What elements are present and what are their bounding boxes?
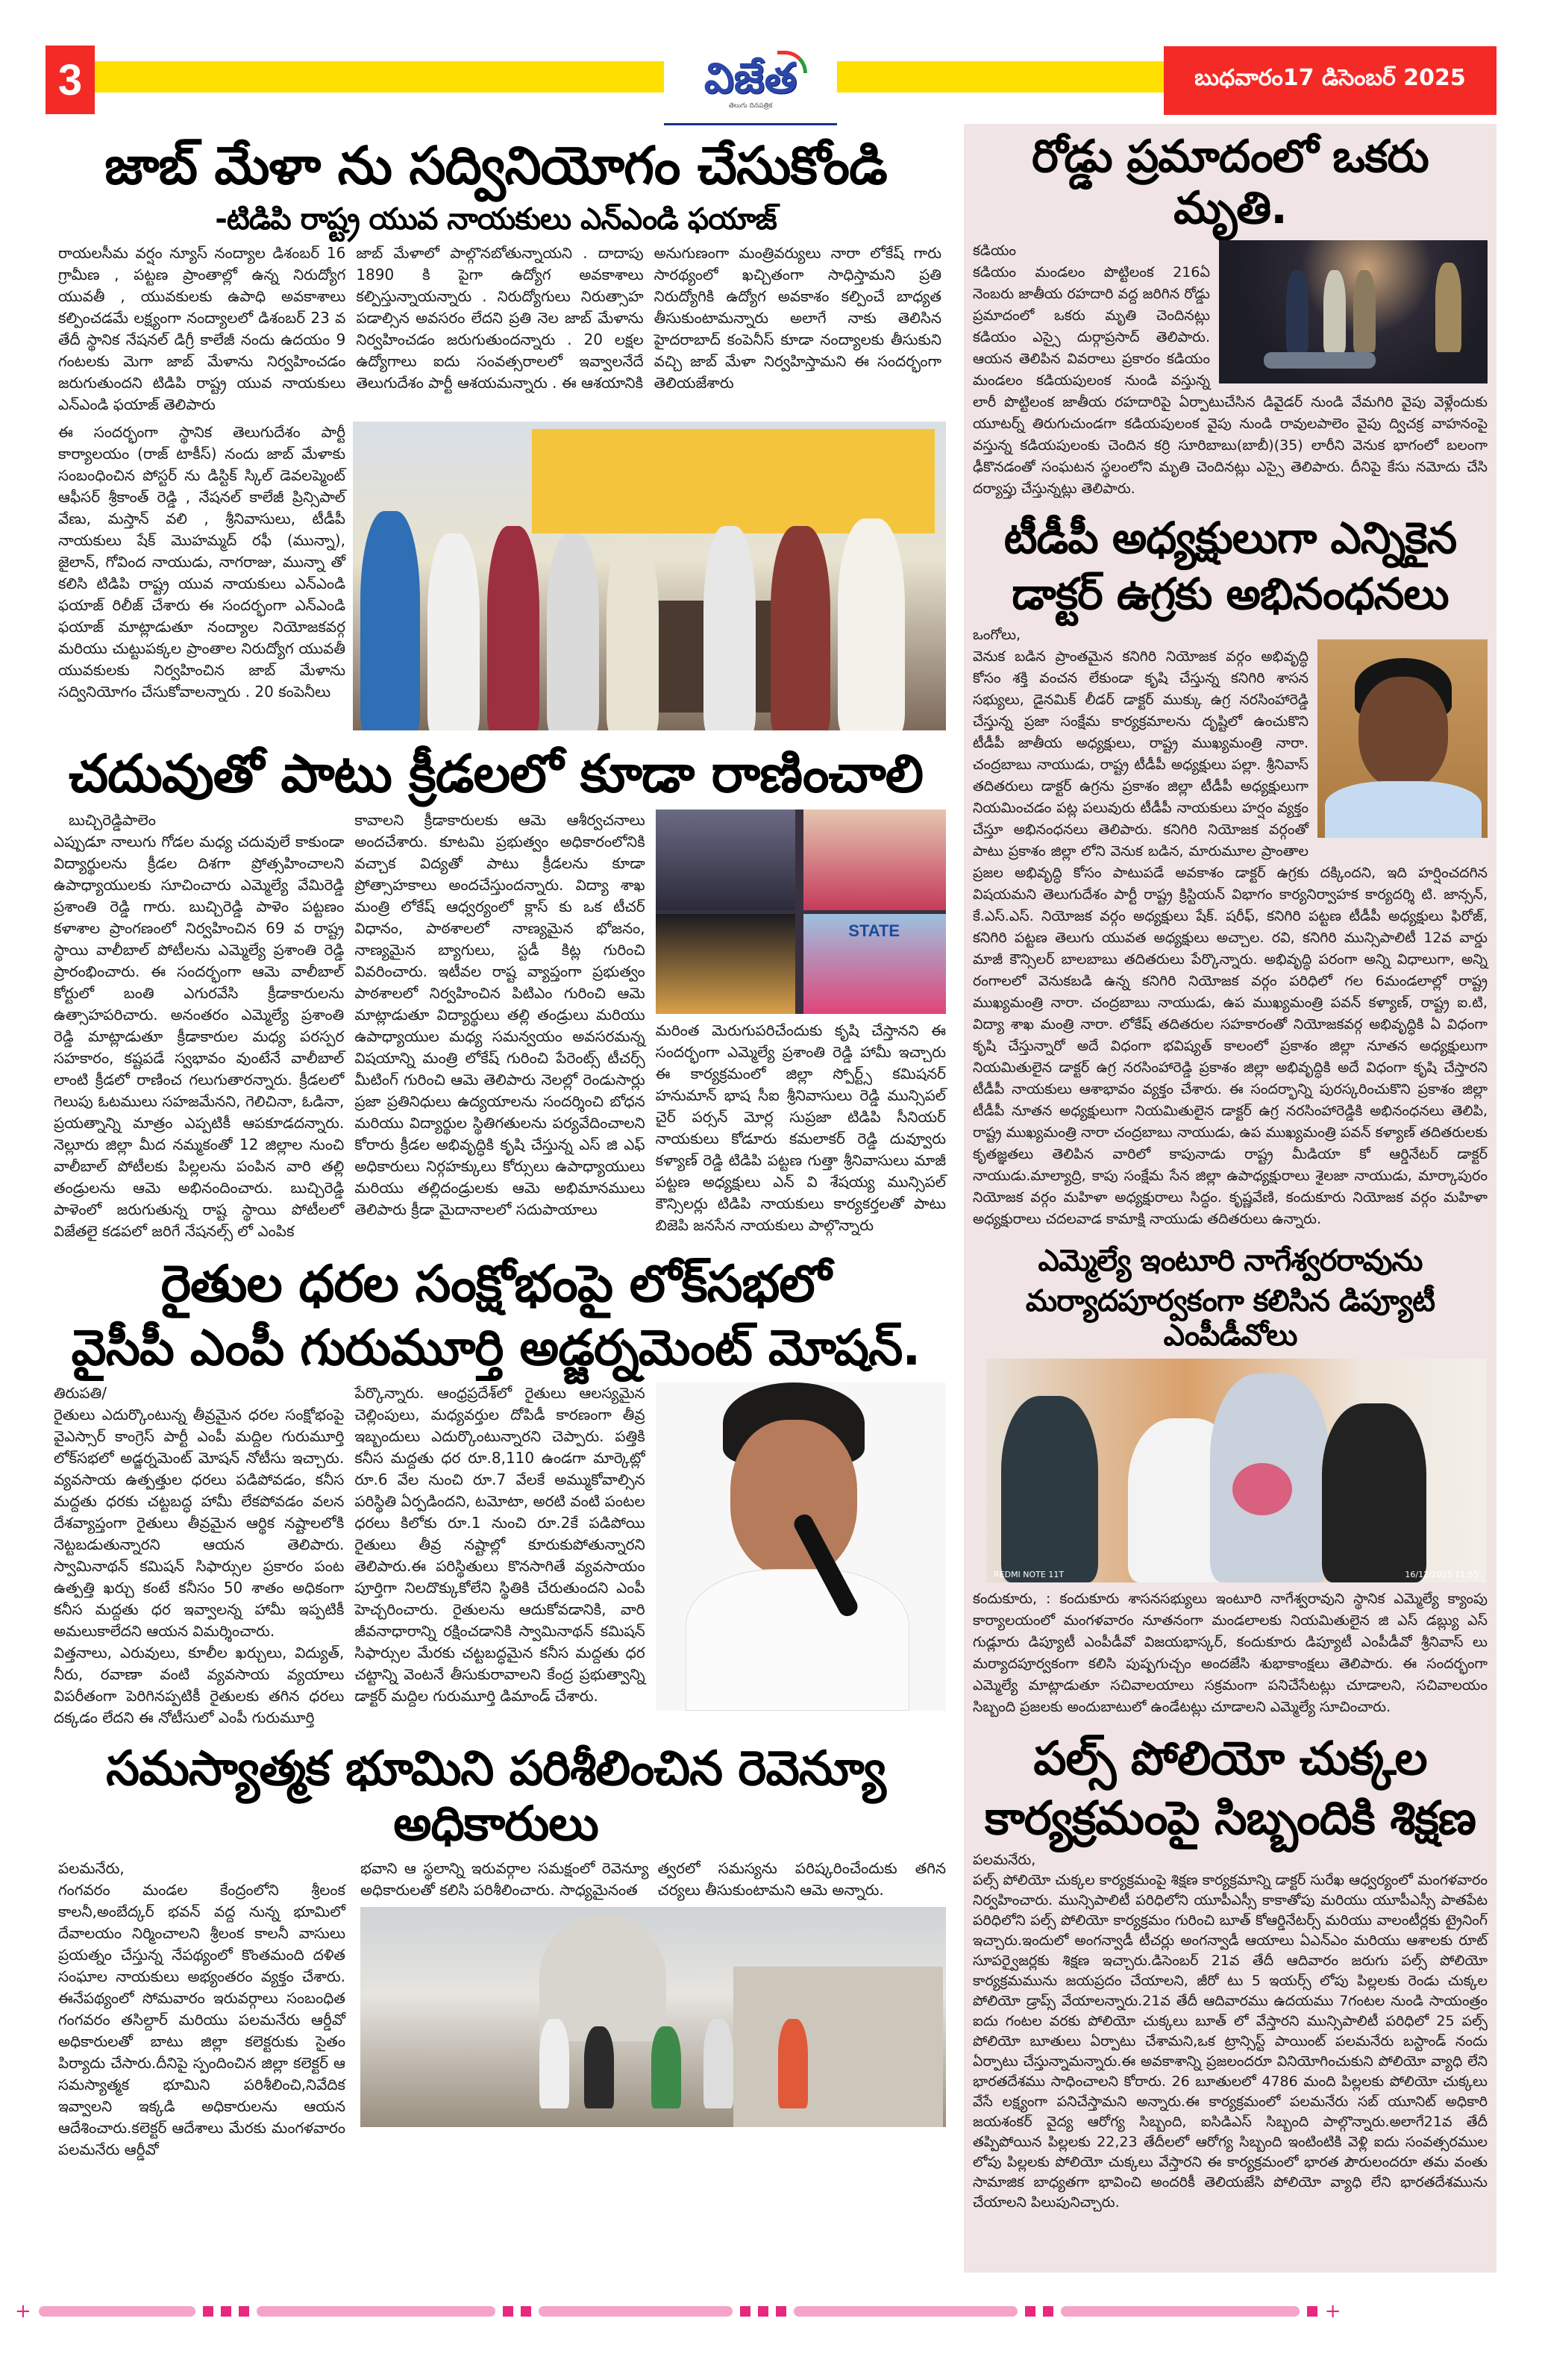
logo-arc-icon (777, 51, 807, 73)
masthead-yellow-bar-right (837, 61, 1164, 93)
job-mela-photo (353, 422, 946, 730)
article-text: కందుకూరు, : కందుకూరు శాసనసభ్యులు ఇంటూరి నాగేశ్వరావుని స్థానిక ఎమ్మెల్యే క్యాంపు కార్యాలయంలో మంగళవారం నూతనంగా మండలాలకు నియమితులైన జి ఎస్ డబ్ల్యు ఎస్ గుడ్లూరు డిప్యూటీ ఎంపీడీవో విజయభాస్కర్, కందుకూరు డిప్యూటీ ఎంపీడీవో శ్రీనివాస్ లు మర్యాదపూర్వకంగా కలిసి పుష్పగుచ్చం అందజేసి శుభాకాంక్షలు తెలిపారు. ఈ సందర్భంగా ఎమ్మెల్యే మాట్లాడుతూ సచివాలయాలు సక్రమంగా పనిచేసేటట్లు చూడాలని, సచివాలయం సిబ్బంది ప్రజలకు అందుబాటులో ఉండేటట్లు చూడాలని ఎమ్మెల్యే సూచించారు. (973, 1591, 1488, 1716)
article-paragraph: విత్తనాలు, ఎరువులు, కూలీల ఖర్చులు, విద్యుత్, నీరు, రవాణా వంటి వ్యవసాయ వ్యయాలు విపరీతంగా పెరిగినప్పటికీ రైతులకు తగిన ధరలు దక్కడం లేదని ఈ నోటీసులో ఎంపీ గురుమూర్తి (54, 1644, 345, 1727)
photo-watermark: REDMI NOTE 11T (994, 1570, 1065, 1580)
sports-photo-collage (656, 809, 946, 1014)
dr-ugra-portrait (1317, 639, 1488, 838)
story-revenue (46, 1742, 946, 2161)
article-text-wrap: వెనుక బడిన ప్రాంతమైన కనిగిరి నియోజక వర్గం అభివృద్ధి కోసం శక్తి వంచన లేకుండా కృషి చేస్తున్న కనిగిరి శాసన సభ్యులు, డైనమిక్ లీడర్ డాక్టర్ ముక్కు ఉగ్ర నరసింహారెడ్డి చేస్తున్న ప్రజా సంక్షేమ కార్యక్రమాలను దృష్టిలో ఉంచుకొని టీడీపీ జాతీయ అధ్యక్షులు, రాష్ట్ర ముఖ్యమంత్రి నారా. చంద్రబాబు నాయుడు, రాష్ట్ర టీడీపీ అధ్యక్షులు పల్లా. శ్రీనివాస్ తదితరులు డాక్టర్ ఉగ్రను ప్రకాశం జిల్లా టీడీపీ అధ్యక్షులుగా నియమించడం పట్ల పలువురు టీడీపీ నాయకులు హర్షం వ్యక్తం చేస్తూ అభినంధనలు తెలిపారు. కనిగిరి నియోజక వర్గంతో (973, 648, 1308, 839)
article-column-1-continued: ఈ సందర్భంగా స్థానిక తెలుగుదేశం పార్టీ కార్యాలయం (రాజ్ టాకీస్) నందు జాబ్ మేళాకు సంబంధించిన పోస్టర్ ను డిస్టిక్ స్కిల్ డెవలప్మెంట్ ఆఫీసర్ శ్రీకాంత్ రెడ్డి , నేషనల్ కాలేజీ ప్రిన్సిపాల్ వేణు, మస్తాన్ వలి , శ్రీనివాసులు, టీడీపీ నాయకులు షేక్ మొహమ్మద్ రఫీ (మున్నా), జైలాన్, గోవింద నాయుడు, నాగరాజు, మున్నా తో కలిసి టిడిపి రాష్ట్ర యువ నాయకులు ఎన్ఎండి ఫయాజ్ రిలీజ్ చేశారు ఈ సందర్భంగా ఎన్ఎండి ఫయాజ్ మాట్లాడుతూ నంద్యాల నియోజకవర్గ మరియు చుట్టుపక్కల ప్రాంతాల నిరుద్యోగ యువతీ యువకులకు నిర్వహించిన జాబ్ మేళాను సద్వినియోగం చేసుకోవాలన్నారు . 20 కంపెనీలు (58, 422, 345, 701)
headline-line-2: మర్యాదపూర్వకంగా కలిసిన డిప్యూటీ ఎంపీడీవోలు (1025, 1284, 1435, 1353)
article-column-1 (58, 1858, 345, 2161)
accident-scene-photo (1219, 240, 1488, 383)
article-text-block (973, 1850, 1488, 2213)
article-text: పల్స్ పోలియో చుక్కల కార్యక్రమంపై శిక్షణ కార్యక్రమాన్ని డాక్టర్ సురేఖ ఆధ్వర్యంలో మంగళవారం నిర్వహించారు. మున్సిపాలిటీ పరిధిలోని యూపీఎస్సీ కాకాతోపు మరియు యూపీఎస్సీ పాతపేట పరిధిలోని పల్స్ పోలియో కార్యక్రమం గురించి బూత్ కోఆర్డినేటర్స్ మరియు వాలంటీర్లకు ట్రైనింగ్ ఇచ్చారు.ఇందులో అంగన్వాడీ టీచర్లు అంగన్వాడీ ఆయాలు ఏఎన్ఎం మరియు ఆశాలకు రూట్ సూపర్వైజర్లకు శిక్షణ ఇచ్చారు.డిసెంబర్ 21వ తేదీ ఆదివారం జరుగు పల్స్ పోలియో కార్యక్రమమును జయప్రదం చేయాలని, జీరో టు 5 ఇయర్స్ లోపు పిల్లలకు రెండు చుక్కల పోలియో డ్రాప్స్ వేయాలన్నారు.21వ తేదీ ఆదివారము ఉదయము 7గంటల నుండి సాయంత్రం ఐదు గంటల వరకు పోలియో చుక్కలు బూత్ లో వేస్తారని మున్సిపాలిటీ పరిధిలో 25 పల్స్ పోలియో బూతులు ఏర్పాటు చేశామని,ఒక ట్రాన్సిస్ట్ పాయింట్ పలమనేరు బస్టాండ్ నందు ఏర్పాటు చేస్తున్నామన్నారు.ఈ అవకాశాన్ని ప్రజలందరూ వినియోగించుకుని పోలియో వ్యాధి లేని భారతదేశము సాధించాలని కోరారు. 26 బూతులలో 4786 మంది పిల్లలకు పోలియో చుక్కలు వేసే లక్ష్యంగా పనిచేస్తామని అన్నారు.ఈ కార్యక్రమంలో పలమనేరు సబ్ యూనిట్ అధికారి జయశంకర్ వైద్య ఆరోగ్య సిబ్బంది, ఐసిడిఎస్ సిబ్బంది పాల్గొన్నారు.అలాగే21వ తేదీ తప్పిపోయిన పిల్లలకు 22,23 తేదీలలో ఆరోగ్య సిబ్బంది ఇంటింటికి వెళ్లి ఐదు సంవత్సరముల లోపు పిల్లలకు పోలియో చుక్కలు వేస్తారని ఈ కార్యక్రమంలో భారత పౌరులందరూ తమ వంతు సామాజిక బాధ్యతగా భావించి అందరికీ తెలియజేసి పోలియో వ్యాధి లేని భారతదేశమును చేయాలని పిలుపునిచ్చారు. (973, 1871, 1488, 2211)
article-paragraph: రైతులు ఎదుర్కొంటున్న తీవ్రమైన ధరల సంక్షోభంపై వైఎస్సార్ కాంగ్రెస్ పార్టీ ఎంపీ మద్దిల గురుమూర్తి లోక్‌సభలో అడ్జర్నమెంట్ మోషన్ నోటీసు ఇచ్చారు. వ్యవసాయ ఉత్పత్తుల ధరలు పడిపోవడం, కనీస మద్దతు ధరకు చట్టబద్ధ హామీ లేకపోవడం వలన దేశవ్యాప్తంగా రైతులు తీవ్రమైన ఆర్థిక నష్టాలలోకి నెట్టబడుతున్నారని ఆయన తెలిపారు. స్వామినాథన్ కమిషన్ సిఫార్సుల ప్రకారం పంట ఉత్పత్తి ఖర్చు కంటే కనీసం 50 శాతం అధికంగా కనీస మద్దతు ధర ఇవ్వాలన్న హామీ ఇప్పటికీ అమలుకాలేదని ఆయన విమర్శించారు. (54, 1406, 345, 1641)
crosshair-icon: + (1324, 2300, 1341, 2323)
masthead-yellow-bar-left (95, 61, 664, 93)
story-sports (46, 744, 946, 1243)
dateline: కడియం (973, 242, 1017, 259)
dateline: పలమనేరు, (973, 1851, 1036, 1868)
story-farmers (46, 1256, 946, 1729)
headline-line-1: రైతుల ధరల సంక్షోభంపై లోక్‌సభలో (160, 1255, 831, 1314)
article-column-1: రాయలసీమ వర్షం న్యూస్ నంద్యాల డిశంబర్ 16 గ్రామీణ , పట్టణ ప్రాంతాల్లో ఉన్న నిరుద్యోగ యువతీ , యువకులకు ఉపాధి అవకాశాలు కల్పించడమే లక్ష్యంగా నంద్యాలలో డిశంబర్ 23 వ తేదీ స్థానిక నేషనల్ డిగ్రీ కాలేజీ నందు ఉదయం 9 గంటలకు మెగా జాబ్ మేళాను నిర్వహించడం జరుగుతుందని టిడిపి రాష్ట్ర యువ నాయకులు ఎన్ఎండి ఫయాజ్ తెలిపారు (58, 243, 346, 413)
dateline: పలమనేరు, (58, 1859, 125, 1878)
dateline: ఒంగోలు, (973, 627, 1021, 644)
dateline: బుచ్చిరెడ్డిపాలెం (69, 811, 156, 829)
article-body (973, 240, 1488, 500)
page-number: 3 (46, 46, 95, 114)
article-column-3: త్వరలో సమస్యను పరిష్కరించేందుకు తగిన చర్యలు తీసుకుంటామని ఆమె అన్నారు. (657, 1859, 946, 1900)
headline: చదువుతో పాటు క్రీడలలో కూడా రాణించాలి (68, 742, 924, 804)
newspaper-logo (664, 43, 837, 125)
headline-line-2: వైసీపీ ఎంపీ గురుమూర్తి అడ్జర్నమెంట్ మోషన్. (71, 1319, 921, 1377)
article-column-2: పేర్కొన్నారు. ఆంధ్రప్రదేశ్‌లో రైతులు ఆలస్యమైన చెల్లింపులు, మధ్యవర్తుల దోపిడీ కారణంగా తీవ్ర ఇబ్బందులు ఎదుర్కొంటున్నారని చెప్పారు. పత్తికి కనీస మద్దతు ధర రూ.8,110 ఉండగా మార్కెట్లో రూ.6 వేల నుంచి రూ.7 వేలకే అమ్ముకోవాల్సిన పరిస్థితి ఏర్పడిందని, టమోటా, అరటి వంటి పంటల ధరలు కిలోకు రూ.1 నుంచి రూ.2కే పడిపోయి రైతులు తీవ్ర నష్టాల్లో కూరుకుపోతున్నారని తెలిపారు.ఈ పరిస్థితులు కొనసాగితే వ్యవసాయం పూర్తిగా నిలదొక్కుకోలేని స్థితికి చేరుతుందని ఎంపీ హెచ్చరించారు. రైతులను ఆదుకోవడానికి, వారి జీవనాధారాన్ని రక్షించడానికి స్వామినాథన్ కమిషన్ సిఫార్సుల మేరకు చట్టబద్ధమైన కనీస మద్దతు ధర చట్టాన్ని వెంటనే తీసుకురావాలని కేంద్ర ప్రభుత్వాన్ని డాక్టర్ మద్దిల గురుమూర్తి డిమాండ్ చేశారు. (354, 1384, 645, 1706)
headline: రోడ్డు ప్రమాదంలో ఒకరు మృతి. (1032, 131, 1429, 234)
temple-site-photo (360, 1907, 946, 2127)
article-body (973, 624, 1488, 1230)
article-column-3: మరింత మెరుగుపరిచేందుకు కృషి చేస్తానని ఈ సందర్భంగా ఎమ్మెల్యే ప్రశాంతి రెడ్డి హామీ ఇచ్చారు ఈ కార్యక్రమంలో జిల్లా స్పోర్ట్స్ కమిషనర్ హనుమాన్ భాష సీఐ శ్రీనివాసులు రెడ్డి మున్సిపల్ చైర్ పర్సన్ మోర్ల సుప్రజా టిడిపి సీనియర్ నాయకులు కోడూరు కమలాకర్ రెడ్డి దువ్వూరు కళ్యాణ్ రెడ్డి టిడిపి పట్టణ గుత్తా శ్రీనివాసులు మాజీ పట్టణ అధ్యక్షులు ఎన్ వి శేషయ్య మున్సిపల్ కౌన్సిలర్లు టిడిపి నాయకులు కార్యకర్తలతో పాటు బిజెపి జనసేన నాయకులు పాల్గొన్నారు (655, 1021, 946, 1234)
headline-line-1: టీడీపీ అధ్యక్షులుగా ఎన్నికైన (1003, 513, 1457, 563)
article-column-3: అనుగుణంగా మంత్రివర్యులు నారా లోకేష్ గారు సారథ్యంలో ఖచ్చితంగా సాధిస్తామని ప్రతి నిరుద్యోగికి ఉద్యోగ అవకాశం కల్పించే బాధ్యత తీసుకుంటామన్నారు అలాగే నాకు తెలిసిన హైదరాబాద్ కంపెనీస్ కూడా నంద్యాలకు తీసుకుని వచ్చి జాబ్ మేళా నిర్వహిస్తామని ఈ సందర్భంగా తెలియజేశారు (654, 243, 941, 392)
footer-decoration (15, 2300, 1527, 2323)
story-mla-meeting (973, 1244, 1488, 1718)
issue-date: బుధవారం17 డిసెంబర్ 2025 (1164, 46, 1496, 115)
right-column-panel (964, 124, 1496, 2273)
article-column-2: జాబ్ మేళాలో పాల్గొనబోతున్నాయని . దాదాపు 1890 కి పైగా ఉద్యోగ అవకాశాలు కల్పిస్తున్నాయన్నారు . నిరుద్యోగులు నిరుత్సాహ పడాల్సిన అవసరం లేదని ప్రతి నెల జాబ్ మేళాను నిర్వహించడం జరుగుతుందన్నారు . 20 లక్షల ఉద్యోగాలు ఐదు సంవత్సరాలలో ఇవ్వాలనేదే తెలుగుదేశం పార్టీ ఆశయమన్నారు . ఈ ఆశయానికి (356, 243, 644, 392)
article-text-wrap: కడియం మండలం పొట్టిలంక 216ఏ నెంబరు జాతీయ రహదారి వద్ద జరిగిన రోడ్డు ప్రమాదంలో ఒకరు మృతి చెందినట్లు కడియం ఎస్సై దుర్గాప్రసాద్ తెలిపారు. ఆయన తెలిపిన వివరాలు ప్రకారం కడియం మండలం కడియపులంక నుండి వస్తున్న లారీ పొట్టిలంక జాతీయ రహదారిపై (973, 264, 1210, 410)
story-job-mela (46, 136, 946, 730)
subheadline: -టిడిపి రాష్ట్ర యువ నాయకులు ఎన్ఎండి ఫయాజ్ (215, 201, 777, 237)
article-text: ఎప్పుడూ నాలుగు గోడల మధ్య చదువులే కాకుండా విద్యార్థులను క్రీడల దిశగా ప్రోత్సహించాలని ఉపాధ్యాయులకు సూచించారు ఎమ్మెల్యే వేమిరెడ్డి ప్రశాంతి రెడ్డి గారు. బుచ్చిరెడ్డి పాళెం పట్టణం కళాశాల ప్రాంగణంలో నిర్వహించిన 69 వ రాష్ట్ర స్థాయి వాలీబాల్ పోటీలను ఎమ్మెల్యే ప్రశాంతి రెడ్డి ప్రారంభించారు. ఈ సందర్భంగా ఆమె వాలీబాల్ కోర్టులో బంతి ఎగురవేసి క్రీడాకారులను ఉత్సాహపరిచారు. అనంతరం ఎమ్మెల్యే ప్రశాంతి రెడ్డి మాట్లాడుతూ క్రీడాకారుల మధ్య పరస్పర సహకారం, కష్టపడే స్వభావం వుంటేనే వాలీబాల్ లాంటి క్రీడలో రాణించ గలుగుతారన్నారు. క్రీడలలో గెలుపు ఓటములు సహజమేనని, గెలిచినా, ఓడినా, ప్రయత్నాన్ని మాత్రం ఎప్పటికీ ఆపకూడదన్నారు. నెల్లూరు జిల్లా మీద నమ్మకంతో 12 జిల్లాల నుంచి వాలీబాల్ పోటీలకు పిల్లలను పంపిన వారి తల్లి తండ్రులను ఆమె అభినందించారు. బుచ్చిరెడ్డి పాళెంలో జరుగుతున్న రాష్ట స్థాయి పోటీలలో విజేతలై కడపలో జరిగే నేషనల్స్ లో ఎంపిక (54, 833, 345, 1240)
page-body (46, 124, 1542, 2273)
crosshair-icon: + (15, 2300, 31, 2323)
mp-gurumurthy-photo (656, 1382, 946, 1711)
dateline: తిరుపతి/ (54, 1384, 107, 1403)
article-text: ఏర్పాటుచేసిన డివైడర్ నుండి వేమగిరి వైపు వెళ్లేందుకు యూటర్న్ తిరుగుచుండగా కడియపులంక వైపు నుండి రావులపాలెం వైపు ద్విచక్ర వాహనంపై వస్తున్న కడియపులంకు చెందిన కర్రి సూరిబాబు(బాబీ)(35) లారీని వెనుక భాగంలో బలంగా ఢీకొనడంతో సంఘటన స్థలంలోని మృతి చెందినట్లు ఎస్సై తెలిపారు. దీనిపై కేసు నమోదు చేసి దర్యాప్తు చేస్తున్నట్లు తెలిపారు. (973, 394, 1488, 497)
photo-timestamp: 16/12/2025 11:55 (1405, 1570, 1479, 1580)
article-column-2: భవాని ఆ స్థలాన్ని ఇరువర్గాల సమక్షంలో రెవెన్యూ అధికారులతో కలిసి పరిశీలించారు. సాధ్యమైనంత (360, 1859, 649, 1900)
headline: జాబ్ మేళా ను సద్వినియోగం చేసుకోండి (104, 135, 887, 196)
story-road-accident (973, 131, 1488, 500)
article-column-1 (54, 809, 344, 1242)
article-text: గంగవరం మండల కేంద్రంలోని శ్రీలంక కాలనీ,అంబేద్కర్ భవన్ వద్ద నున్న భూమిలో దేవాలయం నిర్మించాలని శ్రీలంక కాలనీ వాసులు ప్రయత్నం చేస్తున్న నేపథ్యంలో కొంతమంది దళిత సంఘాల నాయకులు అభ్యంతరం వ్యక్తం చేశారు. ఈనేపథ్యంలో సోమవారం ఇరువర్గాలు సంబంధిత గంగవరం తసిల్దార్ మరియు పలమనేరు ఆర్డీవో అధికారులతో బాటు జిల్లా కలెక్టరుకు సైతం పిర్యాదు చేసారు.దీనిపై స్పందించిన జిల్లా కలెక్టర్ ఆ సమస్యాత్మక భూమిని పరిశీలించి,నివేదిక ఇవ్వాలని ఇక్కడి అధికారులను ఆయన ఆదేశించారు.కలెక్టర్ ఆదేశాలు మేరకు మంగళవారం పలమనేరు ఆర్డీవో (58, 1881, 345, 2159)
logo-tagline: తెలుగు దినపత్రిక (728, 101, 773, 110)
photo-banner (532, 429, 935, 533)
article-text: పాటు ప్రకాశం జిల్లా లోని వెనుక బడిన, మారుమూల ప్రాంతాల ప్రజల అభివృద్ధి కోసం పాటుపడే అవకాశం డాక్టర్ ఉగ్రకు దక్కిందని, ఇది హర్షించదగిన విషయమని తెలుగుదేశం పార్టీ రాష్ట్ర క్రిస్టియన్ విభాగం కార్యనిర్వాహక కార్యదర్శి టి. జాన్సన్, కే.ఎస్.ఎస్. నియోజక వర్గం అధ్యక్షులు షేక్. షరీఫ్, కనిగిరి పట్టణ టీడీపీ అధ్యక్షులు ఫిరోజ్, కనిగిరి పట్టణ తెలుగు యువత అధ్యక్షులు అచ్చాల. రవి, కనిగిరి మున్సిపాలిటీ 12వ వార్డు మాజీ కౌన్సిలర్ బాలబాబు తదితరులు పేర్కొన్నారు. అభివృద్ధి పరంగా అన్ని విధాలుగా, అన్ని రంగాలలో వెనుకబడి ఉన్న కనిగిరి నియోజక వర్గం పరిధిలో గల 6మండలాల్లో రాష్ట్ర ముఖ్యమంత్రి నారా. చంద్రబాబు నాయుడు, ఉప ముఖ్యమంత్రి పవన్ కళ్యాణ్, రాష్ట్ర ఐ.టి, విద్యా శాఖ మంత్రి నారా. లోకేష్ తదితరుల సహకారంతో నియోజకవర్గ అభివృద్ధికి ఏ విధంగా కృషి చేస్తున్నారో అదే విధంగా భవిష్యత్ కాలంలో ప్రకాశం జిల్లా నూతన అధ్యక్షులుగా నియమితులైన డాక్టర్ ఉగ్ర నరసింహారెడ్డి ప్రకాశం జిల్లా అభివృద్ధికి అదే విధంగా కృషి చేస్తారని టీడీపీ నాయకులు ఆశాభావం వ్యక్తం చేశారు. ఈ సందర్భాన్ని పురస్కరించుకొని ప్రకాశం జిల్లా టీడీపీ నూతన అధ్యక్షులుగా నియమితులైన డాక్టర్ ఉగ్ర నరసింహారెడ్డికి అభినంధనలు తెలిపి, రాష్ట్ర ముఖ్యమంత్రి నారా చంద్రబాబు నాయుడు, ఉప ముఖ్యమంత్రి పవన్ కళ్యాణ్ తదితరులకు కృతజ్ఞతలు తెలిపిన వారిలో కాపునాడు రాష్ట్ర మీడియా కో ఆర్డినేటర్ డాక్టర్ నాయుడు.మాల్యాద్రి, కాపు సంక్షేమ సేన జిల్లా ఉపాధ్యక్షురాలు శైలజా నాయుడు, మార్కాపురం నియోజక వర్గం మహిళా అధ్యక్షురాలు సిద్ధం. కృష్ణవేణి, కందుకూరు నియోజక వర్గం మహిళా అధ్యక్షురాలు చదలవాడ కామాక్షి నాయుడు తదితరులు ఉన్నారు. (973, 843, 1488, 1228)
article-column-1 (54, 1382, 344, 1729)
headline-line-2: కార్యక్రమంపై సిబ్బందికి శిక్షణ (984, 1790, 1476, 1845)
bouquet-icon (1232, 1463, 1292, 1515)
article-column-2: కావాలని క్రీడాకారులకు ఆమె ఆశీర్వచనాలు అందచేశారు. కూటమి ప్రభుత్వం అధికారంలోనికి వచ్చాక విద్యతో పాటు క్రీడలను కూడా ప్రోత్సాహకాలు అందచేస్తుందన్నారు. విద్యా శాఖ మంత్రి లోకేష్ ఆధ్వర్యంలో క్లాస్ కు ఒక టీచర్ విధానం, పాఠశాలలో నాణ్యమైన భోజనం, నాణ్యమైన బ్యాగులు, స్టడీ కిట్ల గురించి వివరించారు. ఇటీవల రాష్ట వ్యాప్తంగా ప్రభుత్వం పాఠశాలలో నిర్వహించిన పిటిఎం గురించి ఆమె మాట్లాడుతూ విద్యార్థులు తల్లి తండ్రులు మరియు ఉపాధ్యాయుల మధ్య సమన్వయం అవసరమన్న విషయాన్ని మంత్రి లోకేష్ గురించి పేరెంట్స్ టీచర్స్ మీటింగ్ గురించి ఆమె తెలిపారు నెలల్లో రెండుసార్లు ప్రజా ప్రతినిధులు ఉద్యయాలను సందర్శించి బోధన మరియు విద్యార్థుల స్థితిగతులను పర్యవేదించాలని కోరారు క్రీడల అభివృద్ధికి కృషి చేస్తున్న ఎస్ జి ఎఫ్ అధికారులు నిర్గహక్కులు కోర్సులు ఉపాధ్యాయులు మరియు తల్లిదండ్రులకు ఆమె అభిమానములు తెలిపారు క్రీడా మైదానాలలో సదుపాయాలు (354, 811, 645, 1218)
headline-line-1: ఎమ్మెల్యే ఇంటూరి నాగేశ్వరరావును (1038, 1244, 1423, 1279)
story-tdp-president (973, 513, 1488, 1230)
story-pulse-polio (973, 1732, 1488, 2213)
photo-banner-text: STATE (848, 921, 900, 940)
logo-text: విజేత (703, 54, 797, 103)
left-area (46, 124, 946, 2161)
mla-meeting-photo (986, 1359, 1486, 1582)
headline-line-1: పల్స్ పోలియో చుక్కల (1033, 1731, 1427, 1786)
headline: సమస్యాత్మక భూమిని పరిశీలించిన రెవెన్యూ అధికారులు (106, 1741, 886, 1852)
headline-line-2: డాక్టర్ ఉగ్రకు అభినంధనలు (1012, 568, 1449, 619)
